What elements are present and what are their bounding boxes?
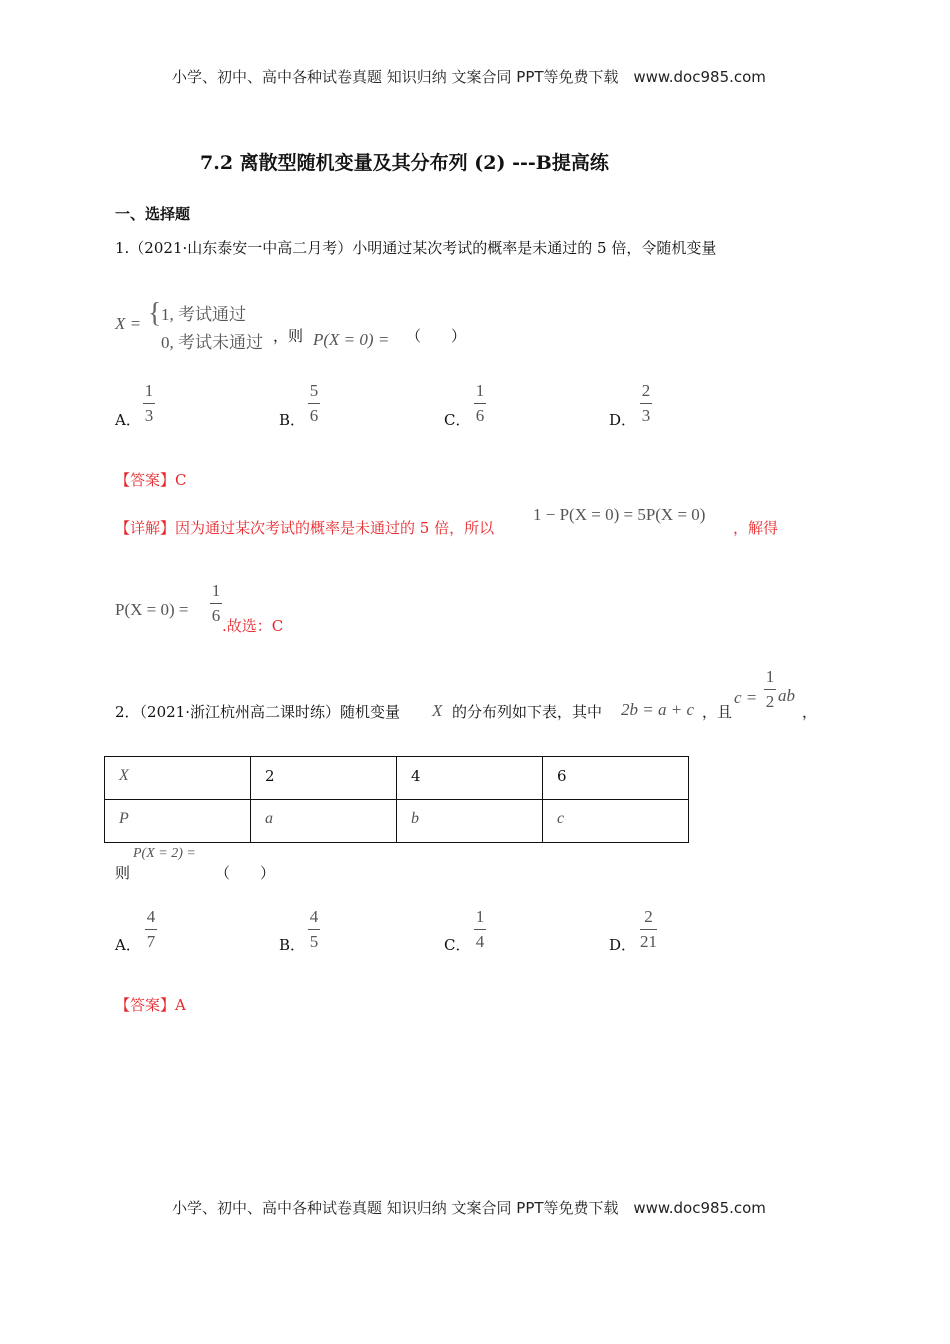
table-cell: 4 (397, 757, 543, 800)
table-cell: a (251, 800, 397, 843)
q1-option-a-label: A． (115, 411, 141, 429)
table-cell: P (105, 800, 251, 843)
table-cell: 2 (251, 757, 397, 800)
q2-condition-2-rhs: ab (778, 686, 795, 705)
q1-option-c-label: C． (444, 411, 471, 429)
q1-option-b-label: B． (279, 411, 306, 429)
q1-brace: { (148, 298, 162, 329)
q2-option-c-label: C． (444, 936, 471, 954)
q2-answer: 【答案】A (115, 996, 186, 1014)
q2-option-c-fraction: 1 4 (475, 907, 485, 951)
header-url[interactable]: www.doc985.com (633, 68, 766, 86)
q1-result-tail: .故选：C (222, 617, 284, 635)
page-title: 7.2 离散型随机变量及其分布列 (2) ---B提高练 (200, 152, 609, 174)
q1-option-a-fraction: 1 3 (144, 381, 154, 425)
distribution-table (104, 756, 689, 843)
q2-option-b-label: B． (279, 936, 306, 954)
q1-ask: P(X = 0) = (313, 330, 390, 349)
section-heading: 一、选择题 (115, 205, 191, 223)
header-banner: 小学、初中、高中各种试卷真题 知识归纳 文案合同 PPT等免费下载 www.doc985.com (172, 68, 766, 86)
q2-var: X (432, 701, 443, 720)
q1-option-d-label: D． (609, 411, 637, 429)
q2-paren: （ ） (215, 864, 276, 882)
q2-comma: ， (802, 703, 818, 721)
q1-result-fraction: 1 6 (211, 581, 221, 625)
q2-option-d-label: D． (609, 936, 637, 954)
q1-result-lhs: P(X = 0) = (115, 600, 189, 619)
q2-option-a-fraction: 4 7 (146, 907, 156, 951)
table-cell: 6 (543, 757, 689, 800)
q1-x-label: X = (115, 314, 142, 333)
q2-option-b-fraction: 4 5 (309, 907, 319, 951)
q1-option-d-fraction: 2 3 (641, 381, 651, 425)
q1-case1: 1, 考试通过 (161, 305, 246, 324)
q1-detail-prefix: 【详解】因为通过某次考试的概率是未通过的 5 倍，所以 (115, 519, 495, 537)
footer-banner: 小学、初中、高中各种试卷真题 知识归纳 文案合同 PPT等免费下载 www.doc985.com (172, 1199, 766, 1217)
q2-option-a-label: A． (115, 936, 141, 954)
q2-condition-2-lhs: c = (734, 688, 758, 707)
q1-answer: 【答案】C (115, 471, 187, 489)
q1-then: ，则 (273, 327, 304, 345)
q2-stem: 2．（2021·浙江杭州高二课时练）随机变量 (115, 703, 400, 721)
footer-url[interactable]: www.doc985.com (633, 1199, 766, 1217)
q2-condition-2-fraction: 1 2 (765, 667, 775, 711)
table-cell: b (397, 800, 543, 843)
q2-option-d-fraction: 2 21 (640, 907, 657, 951)
q1-option-c-fraction: 1 6 (475, 381, 485, 425)
q1-detail-suffix: ，解得 (733, 519, 779, 537)
q1-stem: 1.（2021·山东泰安一中高二月考）小明通过某次考试的概率是未通过的 5 倍，令随机变量 (115, 239, 717, 257)
table-row (105, 800, 689, 843)
q2-then: 则 (115, 864, 131, 882)
q1-detail-equation: 1 − P(X = 0) = 5P(X = 0) (533, 505, 706, 524)
q2-stem2: 的分布列如下表，其中 (452, 703, 603, 721)
q1-paren: （ ） (406, 327, 467, 345)
q2-condition-1: 2b = a + c (621, 700, 694, 719)
table-cell: c (543, 800, 689, 843)
q1-option-b-fraction: 5 6 (309, 381, 319, 425)
table-row (105, 757, 689, 800)
table-cell: X (105, 757, 251, 800)
q1-case2: 0, 考试未通过 (161, 333, 263, 352)
q2-stem3: ，且 (702, 703, 733, 721)
q2-ask: P(X = 2) = (133, 846, 196, 861)
